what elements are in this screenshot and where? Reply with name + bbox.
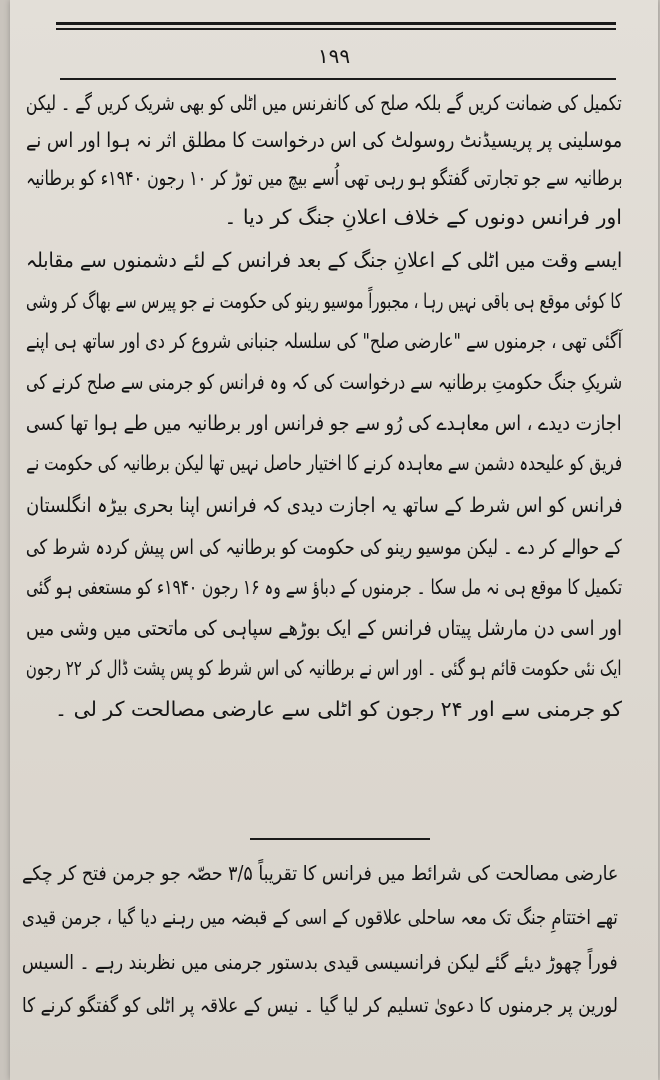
body-line-3: برطانیہ سے جو تجارتی گفتگو ہو رہی تھی اُسے بیچ میں توڑ کر ۱۰ رجون ۱۹۴۰ء کو برطانیہ [25,166,622,190]
body-line-9: اجازت دیدے ، اس معاہدے کی رُو سے جو فرانس اور برطانیہ میں طے ہوا تھا کسی [26,411,622,435]
header-rule-below-number [60,78,616,80]
header-double-rule-bottom [56,28,616,30]
body-line-14: اور اسی دن مارشل پیتاں فرانس کے ایک بوڑھے سپاہی کی ماتحتی میں وشی میں [26,616,622,640]
footnote-line-4: لورین پر جرمنوں کا دعویٰ تسلیم کر لیا گیا ۔ نیس کے علاقہ پر اٹلی کو گفتگو کرنے کا [22,993,618,1017]
body-line-10: فریق کو علیحدہ دشمن سے معاہدہ کرنے کا اختیار حاصل نہیں تھا لیکن برطانیہ کی حکومت نے [25,451,622,475]
book-page [10,0,658,1080]
footnote-separator [250,838,430,840]
footnote-line-3: فوراً چھوڑ دیئے گئے لیکن فرانسیسی قیدی بدستور جرمنی میں نظربند رہے ۔ السیس [22,950,618,974]
body-line-7: آگئی تھی ، جرمنوں سے "عارضی صلح" کی سلسلہ جنبانی شروع کر دی اور ساتھ ہی اپنے [25,329,622,353]
body-line-11: فرانس کو اس شرط کے ساتھ یہ اجازت دیدی کہ فرانس اپنا بحری بیڑہ انگلستان [25,493,622,517]
page-number: ۱۹۹ [317,44,351,68]
body-line-15: ایک نئی حکومت قائم ہو گئی ۔ اور اس نے برطانیہ کی اس شرط کو پس پشت ڈال کر ۲۲ رجون [26,656,622,680]
header-double-rule-top [56,22,616,25]
body-line-4: اور فرانس دونوں کے خلاف اعلانِ جنگ کر دیا ۔ [224,205,622,229]
footnote-line-1: عارضی مصالحت کی شرائط میں فرانس کا تقریباً ۳/۵ حصّہ جو جرمن فتح کر چکے [21,861,618,885]
body-line-13: تکمیل کا موقع ہی نہ مل سکا ۔ جرمنوں کے دباؤ سے وہ ۱۶ رجون ۱۹۴۰ء کو مستعفی ہو گئی [25,575,622,599]
footnote-line-2: تھے اختتامِ جنگ تک معہ ساحلی علاقوں کے اسی کے قبضہ میں رہنے دیا گیا ، جرمن قیدی [22,905,618,929]
body-line-5: ایسے وقت میں اٹلی کے اعلانِ جنگ کے بعد فرانس کے لئے دشمنوں سے مقابلہ [25,248,622,272]
body-line-8: شریکِ جنگ حکومتِ برطانیہ سے درخواست کی کہ وہ فرانس کو جرمنی سے صلح کرنے کی [25,370,622,394]
body-line-12: کے حوالے کر دے ۔ لیکن موسیو رینو کی حکومت کو برطانیہ کی اس پیش کردہ شرط کی [26,535,622,559]
body-line-1: تکمیل کی ضمانت کریں گے بلکہ صلح کی کانفرنس میں اٹلی کو بھی شریک کریں گے ۔ لیکن [26,91,622,115]
body-line-2: موسلینی پر پریسیڈنٹ روسولٹ کی اس درخواست کا مطلق اثر نہ ہوا اور اس نے [25,128,622,152]
body-line-16: کو جرمنی سے اور ۲۴ رجون کو اٹلی سے عارضی مصالحت کر لی ۔ [55,697,622,721]
body-line-6: کا کوئی موقع ہی باقی نہیں رہا ، مجبوراً موسیو رینو کی حکومت نے جو پیرس سے بھاگ کر وشی [26,289,622,313]
